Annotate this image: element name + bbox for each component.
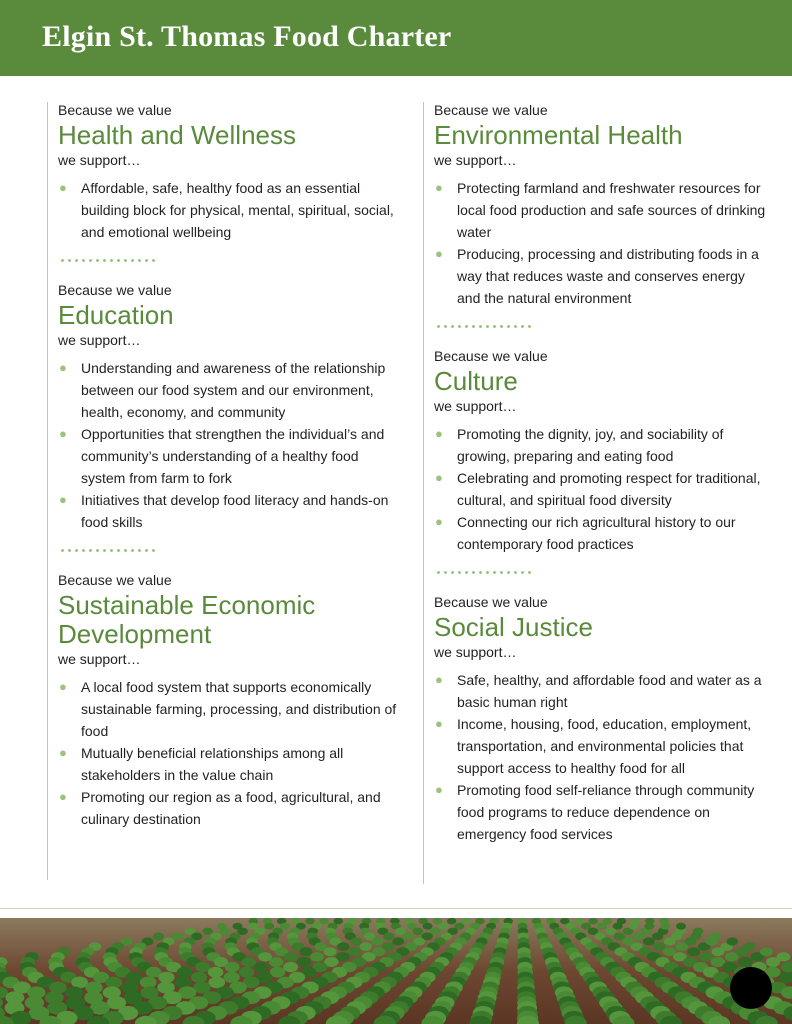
dotted-divider: [435, 571, 533, 574]
crop-plant: [305, 918, 314, 924]
crop-plant: [777, 952, 791, 961]
list-item: ● Protecting farmland and freshwater resources for local food production and safe sources of drinking water: [434, 177, 769, 243]
list-item: ● Income, housing, food, education, employment, transportation, and environmental policies that support access to healthy food for all: [434, 713, 769, 779]
crop-plant: [603, 918, 612, 924]
section-support-label: we support…: [434, 644, 517, 660]
crop-plant: [195, 962, 210, 972]
list-item: ● Celebrating and promoting respect for traditional, cultural, and spiritual food diversity: [434, 467, 769, 511]
crop-plant: [106, 977, 123, 989]
section-support-label: we support…: [434, 152, 517, 168]
crop-plant: [631, 918, 640, 924]
section-sustainable-economic-development: [48, 572, 398, 830]
crop-plant: [269, 957, 283, 967]
section-title: Social Justice: [434, 612, 593, 642]
crop-plant: [224, 972, 240, 983]
crop-plant: [239, 967, 255, 978]
section-education: [48, 282, 398, 552]
section-social-justice: [424, 594, 769, 845]
dotted-divider: [435, 325, 533, 328]
crop-plant: [324, 947, 337, 956]
crop-plant: [645, 918, 654, 924]
crop-plant: [280, 923, 290, 930]
crop-plant: [177, 967, 193, 978]
bullet-icon: ●: [59, 745, 67, 760]
left-column: [47, 102, 398, 880]
crop-plant: [220, 928, 231, 935]
dotted-divider: [59, 549, 157, 552]
crop-plant: [126, 972, 142, 983]
dotted-divider: [59, 259, 157, 262]
crop-plant: [254, 962, 269, 972]
bullet-icon: ●: [59, 426, 67, 441]
crop-plant: [617, 918, 626, 924]
section-intro: Because we value: [58, 572, 172, 588]
bullet-icon: ●: [435, 782, 443, 797]
list-item: ● Affordable, safe, healthy food as an essential building block for physical, mental, spiritual, social, and emotional wellbeing: [58, 177, 398, 243]
page-title: Elgin St. Thomas Food Charter: [42, 20, 452, 53]
section-intro: Because we value: [434, 102, 548, 118]
crop-plant: [693, 928, 704, 935]
section-intro: Because we value: [434, 594, 548, 610]
list-item: ● Understanding and awareness of the relationship between our food system and our environment, health, economy, and community: [58, 357, 398, 423]
bullet-icon: ●: [435, 180, 443, 195]
crop-plant: [140, 977, 157, 989]
bullet-icon: ●: [435, 514, 443, 529]
list-item: ● Promoting the dignity, joy, and sociability of growing, preparing and eating food: [434, 423, 769, 467]
crop-plant: [430, 928, 441, 935]
crop-plant: [699, 952, 713, 961]
bullet-list: [58, 357, 398, 533]
crop-plant: [283, 962, 298, 972]
crop-plant: [208, 967, 224, 978]
section-support-label: we support…: [58, 152, 141, 168]
crop-plant: [738, 957, 752, 967]
crop-plant: [191, 972, 207, 983]
crop-plant: [383, 933, 394, 941]
crop-plant: [447, 918, 456, 924]
bullet-icon: ●: [435, 246, 443, 261]
crop-plant: [653, 942, 665, 951]
bullet-list: [434, 177, 769, 309]
bullet-icon: ●: [59, 789, 67, 804]
section-intro: Because we value: [434, 348, 548, 364]
section-support-label: we support…: [434, 398, 517, 414]
section-title: Health and Wellness: [58, 120, 296, 150]
bullet-list: [434, 423, 769, 555]
list-item: ● Mutually beneficial relationships among all stakeholders in the value chain: [58, 742, 398, 786]
section-support-label: we support…: [58, 651, 141, 667]
section-culture: [424, 348, 769, 574]
crop-plant: [423, 923, 433, 930]
crop-rows-illustration: [0, 918, 792, 1024]
crop-plant: [360, 942, 372, 951]
crop-plant: [319, 918, 328, 924]
right-column: [423, 102, 769, 884]
crop-plant: [371, 937, 383, 945]
crop-plant: [208, 977, 225, 989]
crop-plant: [760, 947, 773, 956]
crop-plant: [310, 952, 324, 961]
crop-plant: [643, 937, 655, 945]
section-intro: Because we value: [58, 102, 172, 118]
crop-plant: [589, 918, 598, 924]
crop-plant: [336, 952, 350, 961]
crop-plant: [676, 923, 686, 930]
crop-plant: [413, 928, 424, 935]
crop-plant: [438, 923, 448, 930]
bullet-icon: ●: [435, 672, 443, 687]
bullet-list: [58, 177, 398, 243]
crop-plant: [153, 933, 164, 941]
bullet-icon: ●: [435, 426, 443, 441]
crop-plant: [461, 918, 470, 924]
crop-plant: [241, 957, 255, 967]
list-item: ● Connecting our rich agricultural history to our contemporary food practices: [434, 511, 769, 555]
bullet-icon: ●: [59, 180, 67, 195]
list-item: ● Safe, healthy, and affordable food and water as a basic human right: [434, 669, 769, 713]
crop-plant: [202, 928, 213, 935]
list-item: ● Promoting food self-reliance through community food programs to reduce dependence on emergency food services: [434, 779, 769, 845]
crop-plant: [726, 937, 738, 945]
crop-plant: [172, 933, 183, 941]
crop-plant: [348, 947, 361, 956]
list-item: ● Producing, processing and distributing foods in a way that reduces waste and conserves energy and the natural environment: [434, 243, 769, 309]
bullet-icon: ●: [59, 360, 67, 375]
list-item: ● Initiatives that develop food literacy and hands-on food skills: [58, 489, 398, 533]
crop-field-photo: [0, 918, 792, 1024]
crop-plant: [225, 962, 240, 972]
bullet-icon: ●: [435, 470, 443, 485]
crop-plant: [574, 918, 583, 924]
section-title: Sustainable Economic Development: [58, 590, 316, 649]
list-item: ● Promoting our region as a food, agricultural, and culinary destination: [58, 786, 398, 830]
crop-plant: [605, 928, 616, 935]
section-environmental-health: [424, 102, 769, 328]
section-support-label: we support…: [58, 332, 141, 348]
crop-plant: [299, 947, 312, 956]
crop-plant: [710, 933, 721, 941]
bullet-list: [58, 676, 398, 830]
crop-plant: [264, 923, 274, 930]
section-title: Environmental Health: [434, 120, 683, 150]
section-intro: Because we value: [58, 282, 172, 298]
crop-plant: [337, 942, 349, 951]
crop-plant: [743, 942, 755, 951]
crop-plant: [158, 972, 174, 983]
list-item: ● A local food system that supports economically sustainable farming, processing, and distribution of food: [58, 676, 398, 742]
crop-plant: [659, 918, 668, 924]
bullet-list: [434, 669, 769, 845]
crop-plant: [284, 952, 298, 961]
section-title: Culture: [434, 366, 518, 396]
crop-plant: [402, 933, 413, 941]
section-health-and-wellness: [48, 102, 398, 262]
list-item: ● Opportunities that strengthen the individual’s and community’s understanding of a healthy food system from farm to fork: [58, 423, 398, 489]
bullet-icon: ●: [59, 679, 67, 694]
corner-circle: [730, 967, 772, 1009]
crop-plant: [687, 947, 700, 956]
bullet-icon: ●: [59, 492, 67, 507]
crop-plant: [392, 937, 404, 945]
section-title: Education: [58, 300, 174, 330]
crop-plant: [297, 957, 311, 967]
bullet-icon: ●: [435, 716, 443, 731]
footer-rule: [0, 908, 792, 909]
page-header: [0, 0, 792, 76]
